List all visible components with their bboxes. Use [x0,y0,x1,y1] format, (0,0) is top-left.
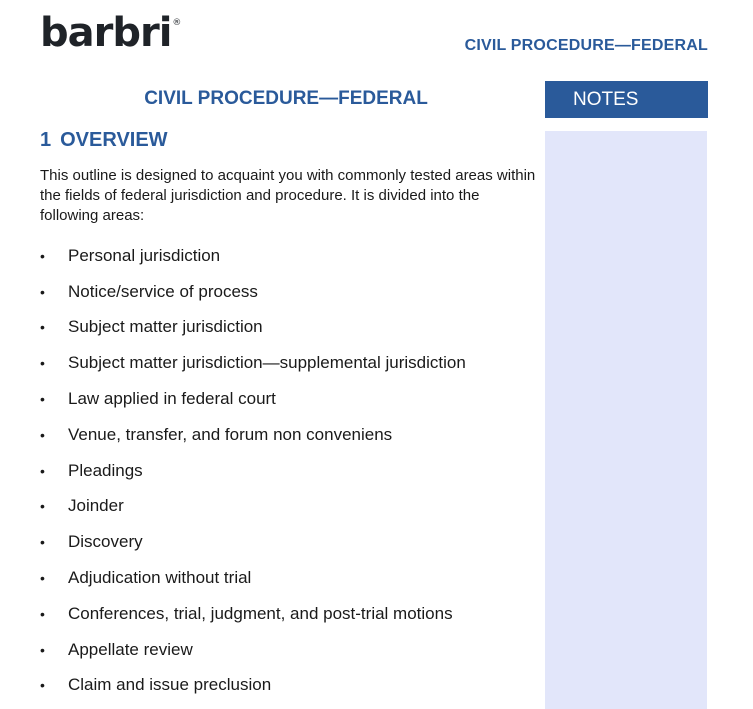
section-title: OVERVIEW [60,129,168,151]
registered-mark: ® [172,18,181,28]
intro-paragraph: This outline is designed to acquaint you with commonly tested areas within the fields of federal jurisdiction and procedure. It is divided into the following areas: [40,167,536,224]
section-heading [40,129,168,152]
list-item [40,453,466,489]
topic-list [40,238,466,703]
topic-label: Appellate review [68,639,193,659]
list-item [40,417,466,453]
list-item [40,489,466,525]
bullet-icon: • [40,319,45,336]
bullet-icon: • [40,247,45,264]
section-number: 1 [40,129,52,151]
list-item [40,524,466,560]
bullet-icon: • [40,534,45,551]
list-item [40,668,466,704]
bullet-icon: • [40,498,45,515]
topic-label: Discovery [68,532,143,552]
bullet-icon: • [40,570,45,587]
barbri-logo: barbri® [40,10,181,56]
list-item [40,345,466,381]
topic-label: Joinder [68,496,124,516]
topic-label: Personal jurisdiction [68,245,221,265]
bullet-icon: • [40,605,45,622]
bullet-icon: • [40,462,45,479]
list-item [40,596,466,632]
document-title: CIVIL PROCEDURE—FEDERAL [144,88,428,109]
topic-label: Claim and issue preclusion [68,675,272,695]
list-item [40,381,466,417]
topic-label: Subject matter jurisdiction—supplemental jurisdiction [68,353,466,373]
notes-header: NOTES [545,81,708,118]
bullet-icon: • [40,677,45,694]
list-item [40,560,466,596]
list-item [40,238,466,274]
topic-label: Conferences, trial, judgment, and post-trial motions [68,603,453,623]
bullet-icon: • [40,355,45,372]
bullet-icon: • [40,391,45,408]
notes-panel[interactable] [545,131,707,709]
topic-label: Adjudication without trial [68,568,252,588]
topic-label: Venue, transfer, and forum non conveniens [68,424,393,444]
bullet-icon: • [40,641,45,658]
list-item [40,632,466,668]
topic-label: Law applied in federal court [68,389,276,409]
list-item [40,274,466,310]
bullet-icon: • [40,426,45,443]
topic-label: Notice/service of process [68,281,258,301]
bullet-icon: • [40,283,45,300]
topic-label: Pleadings [68,460,143,480]
list-item [40,310,466,346]
topic-label: Subject matter jurisdiction [68,317,263,337]
running-header: CIVIL PROCEDURE—FEDERAL [464,37,708,54]
